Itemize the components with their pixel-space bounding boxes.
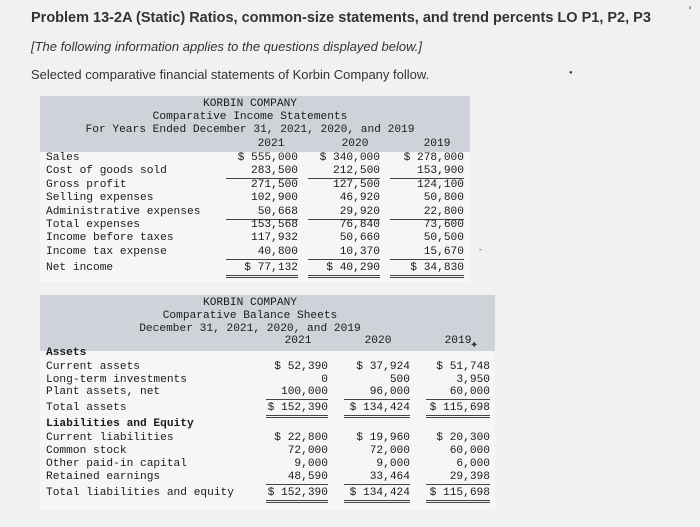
income-cell: $ 555,000 xyxy=(237,152,298,164)
liability-cell: 9,000 xyxy=(294,458,328,470)
income-year-2019: 2019 xyxy=(423,138,451,150)
liability-cell: 9,000 xyxy=(376,458,410,470)
income-cell: 271,500 xyxy=(251,178,298,191)
liability-cell: 48,590 xyxy=(266,471,328,485)
problem-intro: Selected comparative financial statements of Korbin Company follow. xyxy=(31,67,430,82)
income-row-label: Net income xyxy=(46,262,114,275)
income-period: For Years Ended December 31, 2021, 2020, and 2019 xyxy=(85,124,415,136)
income-row-label: Selling expenses xyxy=(46,192,154,205)
asset-cell: 96,000 xyxy=(344,386,410,400)
problem-title: Problem 13-2A (Static) Ratios, common-size statements, and trend percents LO P1, P2, P3 xyxy=(31,10,651,26)
liability-cell: $ 19,960 xyxy=(356,432,410,444)
income-cell: 40,800 xyxy=(226,246,298,260)
income-row-label: Gross profit xyxy=(46,178,127,191)
income-cell: 76,840 xyxy=(339,219,380,231)
income-row-label: Cost of goods sold xyxy=(46,165,167,178)
liability-cell: $ 152,390 xyxy=(266,487,328,503)
liability-cell: 60,000 xyxy=(449,445,490,457)
income-row-label: Income tax expense xyxy=(46,245,167,258)
asset-cell: 60,000 xyxy=(426,386,490,400)
income-row-label: Total expenses xyxy=(46,219,140,231)
asset-cell: 500 xyxy=(389,374,410,386)
dot-mark: ● xyxy=(569,70,573,76)
asset-cell: 0 xyxy=(321,374,328,386)
asset-row-label: Current assets xyxy=(46,361,140,373)
asset-cell: $ 52,390 xyxy=(274,361,328,373)
income-cell: $ 40,290 xyxy=(308,262,380,278)
income-cell: $ 77,132 xyxy=(226,262,298,278)
income-cell: 29,920 xyxy=(308,206,380,220)
income-company: KORBIN COMPANY xyxy=(203,98,297,110)
liabilities-heading: Liabilities and Equity xyxy=(46,418,194,430)
income-cell: 50,800 xyxy=(423,192,464,205)
liability-cell: $ 22,800 xyxy=(274,432,328,444)
income-row-label: Sales xyxy=(46,152,80,164)
liability-cell: $ 134,424 xyxy=(344,487,410,503)
income-cell: 153,900 xyxy=(390,165,464,179)
cursor-icon: ✦ xyxy=(470,340,479,351)
income-cell: 153,568 xyxy=(251,219,298,231)
asset-row-label: Long-term investments xyxy=(46,374,187,386)
asset-cell: 100,000 xyxy=(266,386,328,400)
income-cell: 127,500 xyxy=(333,178,380,191)
corner-mark: ' xyxy=(689,4,692,18)
liability-cell: 29,398 xyxy=(426,471,490,485)
income-cell: $ 340,000 xyxy=(319,152,380,164)
income-cell: $ 278,000 xyxy=(403,152,464,164)
asset-row-label: Plant assets, net xyxy=(46,386,161,398)
income-row-label: Income before taxes xyxy=(46,232,174,245)
liability-row-label: Total liabilities and equity xyxy=(46,487,234,499)
income-year-2020: 2020 xyxy=(341,138,369,150)
liability-row-label: Other paid-in capital xyxy=(46,458,187,470)
balance-sheet-panel xyxy=(40,295,495,510)
liability-cell: 72,000 xyxy=(369,445,410,457)
income-cell: 212,500 xyxy=(308,165,380,179)
balance-year-2020: 2020 xyxy=(364,335,392,347)
problem-subtitle: [The following information applies to the questions displayed below.] xyxy=(31,39,422,54)
income-cell: 124,100 xyxy=(417,178,464,191)
income-cell: 46,920 xyxy=(339,192,380,205)
income-cell: 117,932 xyxy=(251,232,298,245)
asset-cell: $ 134,424 xyxy=(344,402,410,418)
income-cell: $ 34,830 xyxy=(390,262,464,278)
liability-row-label: Common stock xyxy=(46,445,127,457)
asset-cell: 3,950 xyxy=(456,374,490,386)
asset-cell: $ 115,698 xyxy=(426,402,490,418)
income-cell: 73,600 xyxy=(423,219,464,231)
liability-cell: 72,000 xyxy=(287,445,328,457)
income-cell: 283,500 xyxy=(226,165,298,179)
asset-cell: $ 37,924 xyxy=(356,361,410,373)
asset-row-label: Total assets xyxy=(46,402,127,414)
income-statement-panel xyxy=(40,96,470,282)
balance-year-2021: 2021 xyxy=(284,335,312,347)
balance-period: December 31, 2021, 2020, and 2019 xyxy=(139,323,361,335)
income-cell: 50,668 xyxy=(226,206,298,220)
balance-year-2019: 2019 xyxy=(444,335,472,347)
income-statement-title: Comparative Income Statements xyxy=(152,111,348,123)
liability-row-label: Current liabilities xyxy=(46,432,174,444)
income-cell: 50,660 xyxy=(339,232,380,245)
income-cell: 50,500 xyxy=(423,232,464,245)
liability-cell: 33,464 xyxy=(344,471,410,485)
assets-heading: Assets xyxy=(46,347,87,359)
income-cell: 10,370 xyxy=(308,246,380,260)
income-year-2021: 2021 xyxy=(257,138,285,150)
liability-row-label: Retained earnings xyxy=(46,471,161,483)
dash-mark: - xyxy=(479,245,482,254)
income-row-label: Administrative expenses xyxy=(46,205,201,218)
income-cell: 15,670 xyxy=(390,246,464,260)
liability-cell: 6,000 xyxy=(456,458,490,470)
balance-company: KORBIN COMPANY xyxy=(203,297,297,309)
asset-cell: $ 152,390 xyxy=(266,402,328,418)
liability-cell: $ 115,698 xyxy=(426,487,490,503)
asset-cell: $ 51,748 xyxy=(436,361,490,373)
balance-statement-title: Comparative Balance Sheets xyxy=(162,310,338,322)
income-cell: 102,900 xyxy=(251,192,298,205)
income-cell: 22,800 xyxy=(390,206,464,220)
liability-cell: $ 20,300 xyxy=(436,432,490,444)
